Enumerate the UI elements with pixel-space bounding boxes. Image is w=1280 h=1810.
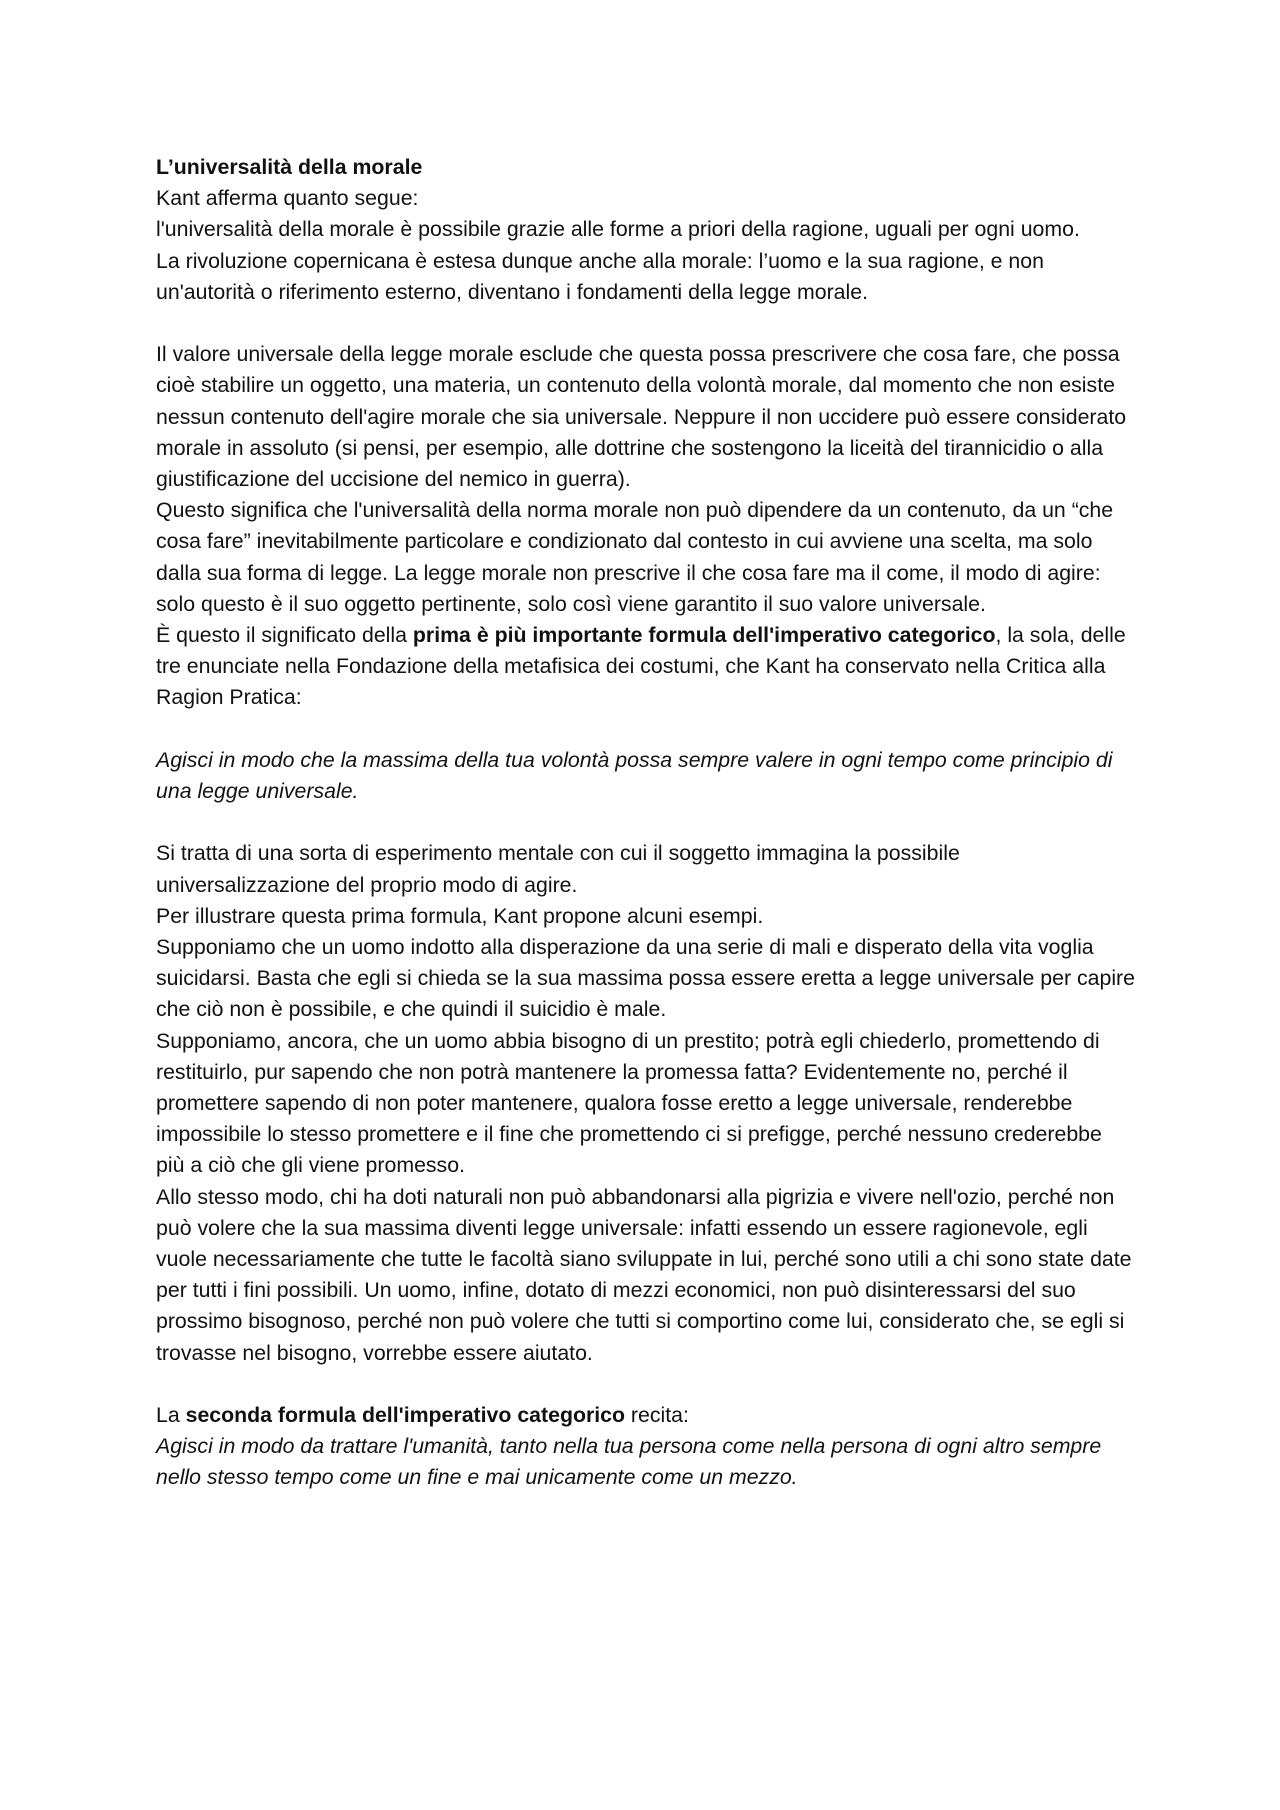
quote-first-formula: Agisci in modo che la massima della tua volontà possa sempre valere in ogni tempo come principio di una legge universale. xyxy=(156,747,1113,804)
first-formula-tail: , la sola, delle tre enunciate nella Fondazione della metafisica dei costumi, che Kant ha conservato nella Critica alla Ragion Pratica: xyxy=(156,623,1126,710)
paragraph-intro-1: Kant afferma quanto segue: xyxy=(156,186,419,211)
spacer xyxy=(156,308,1136,339)
paragraph-intro-3: La rivoluzione copernicana è estesa dunque anche alla morale: l’uomo e la sua ragione, e non un'autorità o riferimento esterno, diventano i fondamenti della legge morale. xyxy=(156,248,1044,304)
paragraph-experiment-1: Si tratta di una sorta di esperimento mentale con cui il soggetto immagina la possibile universalizzazione del proprio modo di agire. xyxy=(156,841,960,897)
paragraph-experiment-3: Supponiamo che un uomo indotto alla disperazione da una serie di mali e disperato della vita voglia suicidarsi. Basta che egli si chieda se la sua massima possa essere eretta a legge universale per capire che ciò non è possibile, e che quindi il suicidio è male. xyxy=(156,935,1135,1022)
second-formula-lead: La xyxy=(156,1403,186,1428)
spacer xyxy=(156,807,1136,838)
second-formula-tail: recita: xyxy=(625,1403,689,1428)
first-formula-emphasis: prima è più importante formula dell'imperativo categorico xyxy=(412,623,996,648)
section-title: L’universalità della morale xyxy=(156,155,423,179)
paragraph-experiment-2: Per illustrare questa prima formula, Kant propone alcuni esempi. xyxy=(156,903,764,928)
paragraph-experiment-5: Allo stesso modo, chi ha doti naturali non può abbandonarsi alla pigrizia e vivere nell'ozio, perché non può volere che la sua massima diventi legge universale: infatti essendo un essere ragionevole, egli vuole necessariamente che tutte le facoltà siano sviluppate in lui, perché sono utili a chi sono state date per tutti i fini possibili. Un uomo, infine, dotato di mezzi economici, non può disinteressarsi del suo prossimo bisognoso, perché non può volere che tutti si comportino come lui, considerato che, se egli si trovasse nel bisogno, vorrebbe essere aiutato. xyxy=(156,1184,1132,1365)
paragraph-second-formula xyxy=(156,1400,1136,1431)
second-formula-emphasis: seconda formula dell'imperativo categorico xyxy=(185,1403,626,1428)
paragraph-universal-value: Il valore universale della legge morale esclude che questa possa prescrivere che cosa fare, che possa cioè stabilire un oggetto, una materia, un contenuto della volontà morale, dal momento che non esiste nessun contenuto dell'agire morale che sia universale. Neppure il non uccidere può essere considerato morale in assoluto (si pensi, per esempio, alle dottrine che sostengono la liceità del tirannicidio o alla giustificazione del uccisione del nemico in guerra). xyxy=(156,342,1127,492)
spacer xyxy=(156,714,1136,745)
paragraph-experiment-4: Supponiamo, ancora, che un uomo abbia bisogno di un prestito; potrà egli chiederlo, promettendo di restituirlo, pur sapendo che non potrà mantenere la promessa fatta? Evidentemente no, perché il promettere sapendo di non poter mantenere, qualora fosse eretto a legge universale, renderebbe impossibile lo stesso promettere e il fine che promettendo ci si prefigge, perché nessuno crederebbe più a ciò che gli viene promesso. xyxy=(156,1028,1102,1178)
paragraph-meaning: Questo significa che l'universalità della norma morale non può dipendere da un contenuto, da un “che cosa fare” inevitabilmente particolare e condizionato dal contesto in cui avviene una scelta, ma solo dalla sua forma di legge. La legge morale non prescrive il che cosa fare ma il come, il modo di agire: solo questo è il suo oggetto pertinente, solo così viene garantito il suo valore universale. xyxy=(156,498,1114,616)
paragraph-intro-2: l'universalità della morale è possibile grazie alle forme a priori della ragione, uguali per ogni uomo. xyxy=(156,217,1080,242)
paragraph-first-formula xyxy=(156,620,1136,714)
quote-second-formula: Agisci in modo da trattare l'umanità, tanto nella tua persona come nella persona di ogni altro sempre nello stesso tempo come un fine e mai unicamente come un mezzo. xyxy=(156,1434,1102,1490)
spacer xyxy=(156,1369,1136,1400)
document-page xyxy=(156,152,1136,1494)
first-formula-lead: È questo il significato della xyxy=(156,623,413,648)
